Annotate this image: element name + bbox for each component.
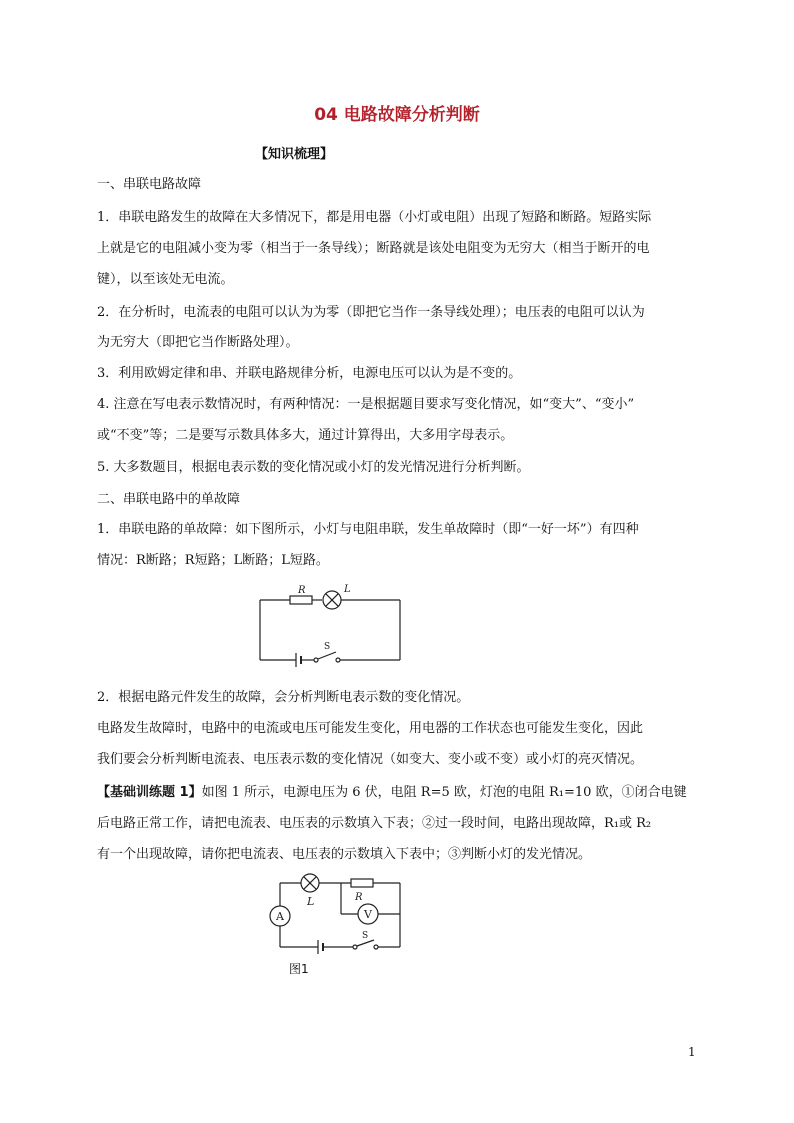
section-heading-1: 一、串联电路故障 — [97, 177, 202, 192]
figure-1-circuit — [262, 866, 412, 962]
section-heading-2: 二、串联电路中的单故障 — [97, 492, 241, 507]
paragraph-line: 或“不变”等；二是要写示数具体多大，通过计算得出，大多用字母表示。 — [97, 428, 514, 443]
lamp-label: L — [344, 584, 351, 595]
paragraph-line: 4. 注意在写电表示数情况时，有两种情况：一是根据题目要求写变化情况，如“变大”、“变小” — [97, 397, 635, 412]
series-circuit-figure — [250, 582, 410, 676]
paragraph-line: 1．串联电路的单故障：如下图所示，小灯与电阻串联，发生单故障时（即“一好一坏”）有四种 — [97, 522, 639, 537]
resistor-label: R — [355, 892, 363, 903]
exercise-text: 如图 1 所示，电源电压为 6 伏，电阻 R=5 欧，灯泡的电阻 R₁=10 欧，①闭合电键 — [201, 785, 687, 800]
exercise-line-2: 后电路正常工作，请把电流表、电压表的示数填入下表；②过一段时间，电路出现故障，R₁或 R₂ — [97, 816, 652, 831]
paragraph-line: 3．利用欧姆定律和串、并联电路规律分析，电源电压可以认为是不变的。 — [97, 366, 522, 381]
exercise-line-3: 有一个出现故障，请你把电流表、电压表的示数填入下表中；③判断小灯的发光情况。 — [97, 847, 592, 862]
paragraph-line: 我们要会分析判断电流表、电压表示数的变化情况（如变大、变小或不变）或小灯的亮灭情况。 — [97, 752, 644, 767]
switch-symbol — [318, 652, 336, 659]
paragraph-line: 电路发生故障时，电路中的电流或电压可能发生变化，用电器的工作状态也可能发生变化，因此 — [97, 721, 644, 736]
page-number: 1 — [688, 1045, 696, 1059]
resistor-label: R — [298, 585, 306, 596]
page-title: 04 电路故障分析判断 — [314, 105, 480, 125]
exercise-label: 【基础训练题 1】 — [97, 785, 202, 800]
resistor-symbol — [351, 879, 373, 887]
series-circuit-diagram — [250, 582, 410, 672]
paragraph-line: 1．串联电路发生的故障在大多情况下，都是用电器（小灯或电阻）出现了短路和断路。短路实际 — [97, 210, 652, 225]
switch-label: S — [324, 642, 331, 652]
figure-1-diagram — [262, 866, 412, 958]
paragraph-line: 5. 大多数题目，根据电表示数的变化情况或小灯的发光情况进行分析判断。 — [97, 460, 530, 475]
exercise-line-1 — [97, 781, 687, 800]
ammeter-label: A — [276, 910, 284, 923]
knowledge-heading: 【知识梳理】 — [255, 147, 334, 162]
paragraph-line: 情况：R断路；R短路；L断路；L短路。 — [97, 553, 329, 568]
paragraph-line: 为无穷大（即把它当作断路处理）。 — [97, 335, 299, 350]
figure-1-caption: 图1 — [289, 962, 309, 976]
lamp-label: L — [307, 895, 315, 908]
paragraph-line: 2．根据电路元件发生的故障，会分析判断电表示数的变化情况。 — [97, 690, 470, 705]
paragraph-line: 2．在分析时，电流表的电阻可以认为为零（即把它当作一条导线处理）；电压表的电阻可以认为 — [97, 305, 645, 320]
resistor-symbol — [290, 596, 312, 604]
switch-label: S — [362, 931, 369, 941]
paragraph-line: 键），以至该处无电流。 — [97, 272, 234, 287]
voltmeter-label: V — [364, 908, 372, 921]
paragraph-line: 上就是它的电阻减小变为零（相当于一条导线）；断路就是该处电阻变为无穷大（相当于断开的电 — [97, 241, 650, 256]
